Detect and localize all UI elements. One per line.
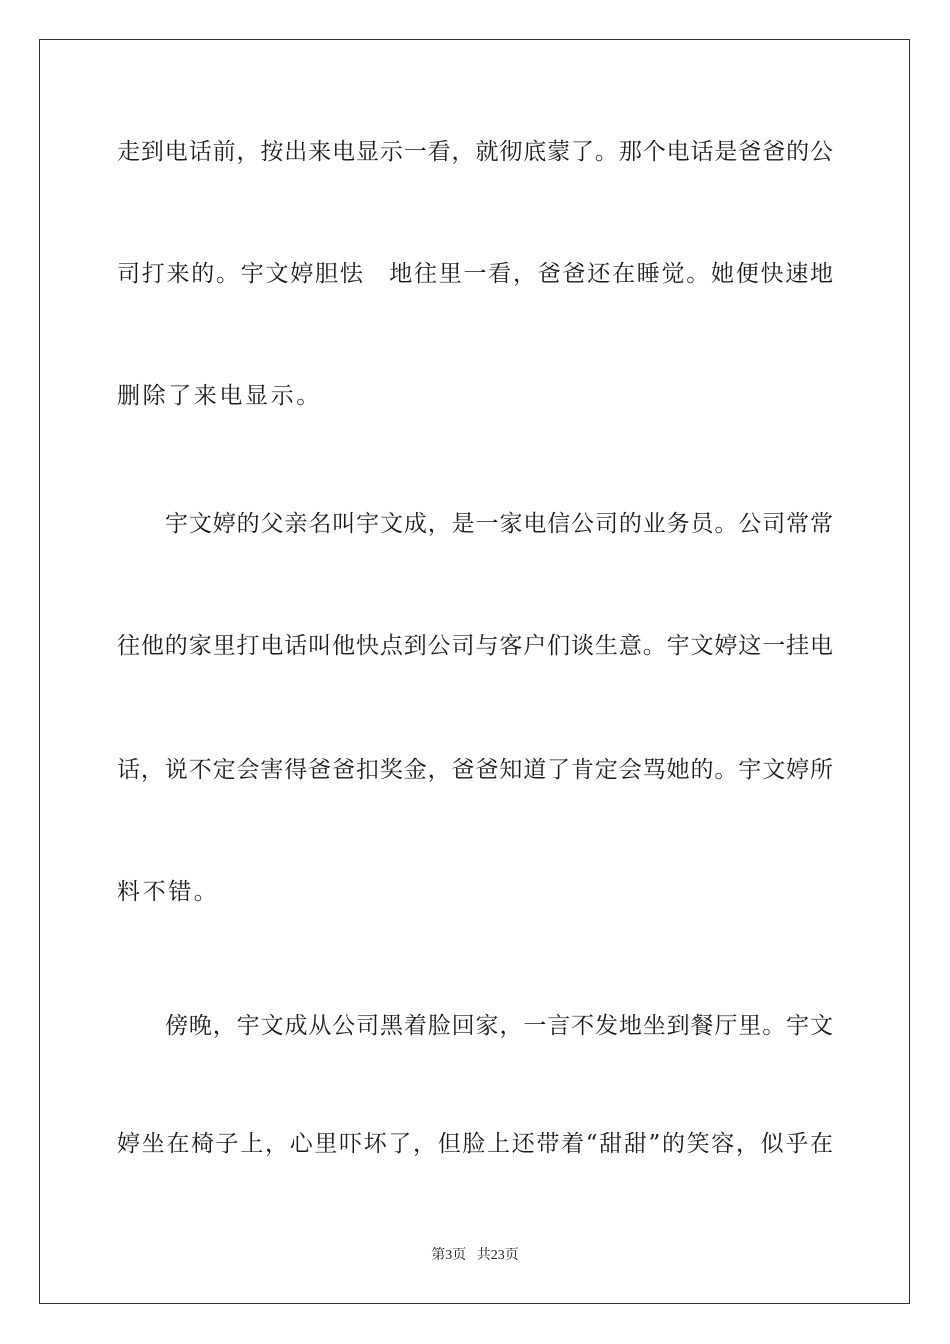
paragraph-3-line-2: 婷坐在椅子上，心里吓坏了，但脸上还带着“甜甜”的笑容，似乎在 xyxy=(117,1131,833,1157)
paragraph-2-line-1: 宇文婷的父亲名叫宇文成，是一家电信公司的业务员。公司常常 xyxy=(165,511,833,537)
paragraph-2-line-2: 往他的家里打电话叫他快点到公司与客户们谈生意。宇文婷这一挂电 xyxy=(117,633,833,659)
page-number: 第3页 xyxy=(431,1248,467,1263)
paragraph-2-line-4: 料不错。 xyxy=(117,879,220,905)
paragraph-2-line-3: 话，说不定会害得爸爸扣奖金，爸爸知道了肯定会骂她的。宇文婷所 xyxy=(117,757,833,783)
body-line-2: 司打来的。宇文婷胆怯 地往里一看，爸爸还在睡觉。她便快速地 xyxy=(117,261,833,287)
paragraph-3-line-1: 傍晚，宇文成从公司黑着脸回家，一言不发地坐到餐厅里。宇文 xyxy=(165,1013,833,1039)
body-line-3: 删除了来电显示。 xyxy=(117,383,322,409)
page-footer xyxy=(0,1247,950,1265)
page-frame xyxy=(39,39,910,1304)
body-line-1: 走到电话前，按出来电显示一看，就彻底蒙了。那个电话是爸爸的公 xyxy=(117,139,833,165)
total-pages: 共23页 xyxy=(476,1248,519,1263)
